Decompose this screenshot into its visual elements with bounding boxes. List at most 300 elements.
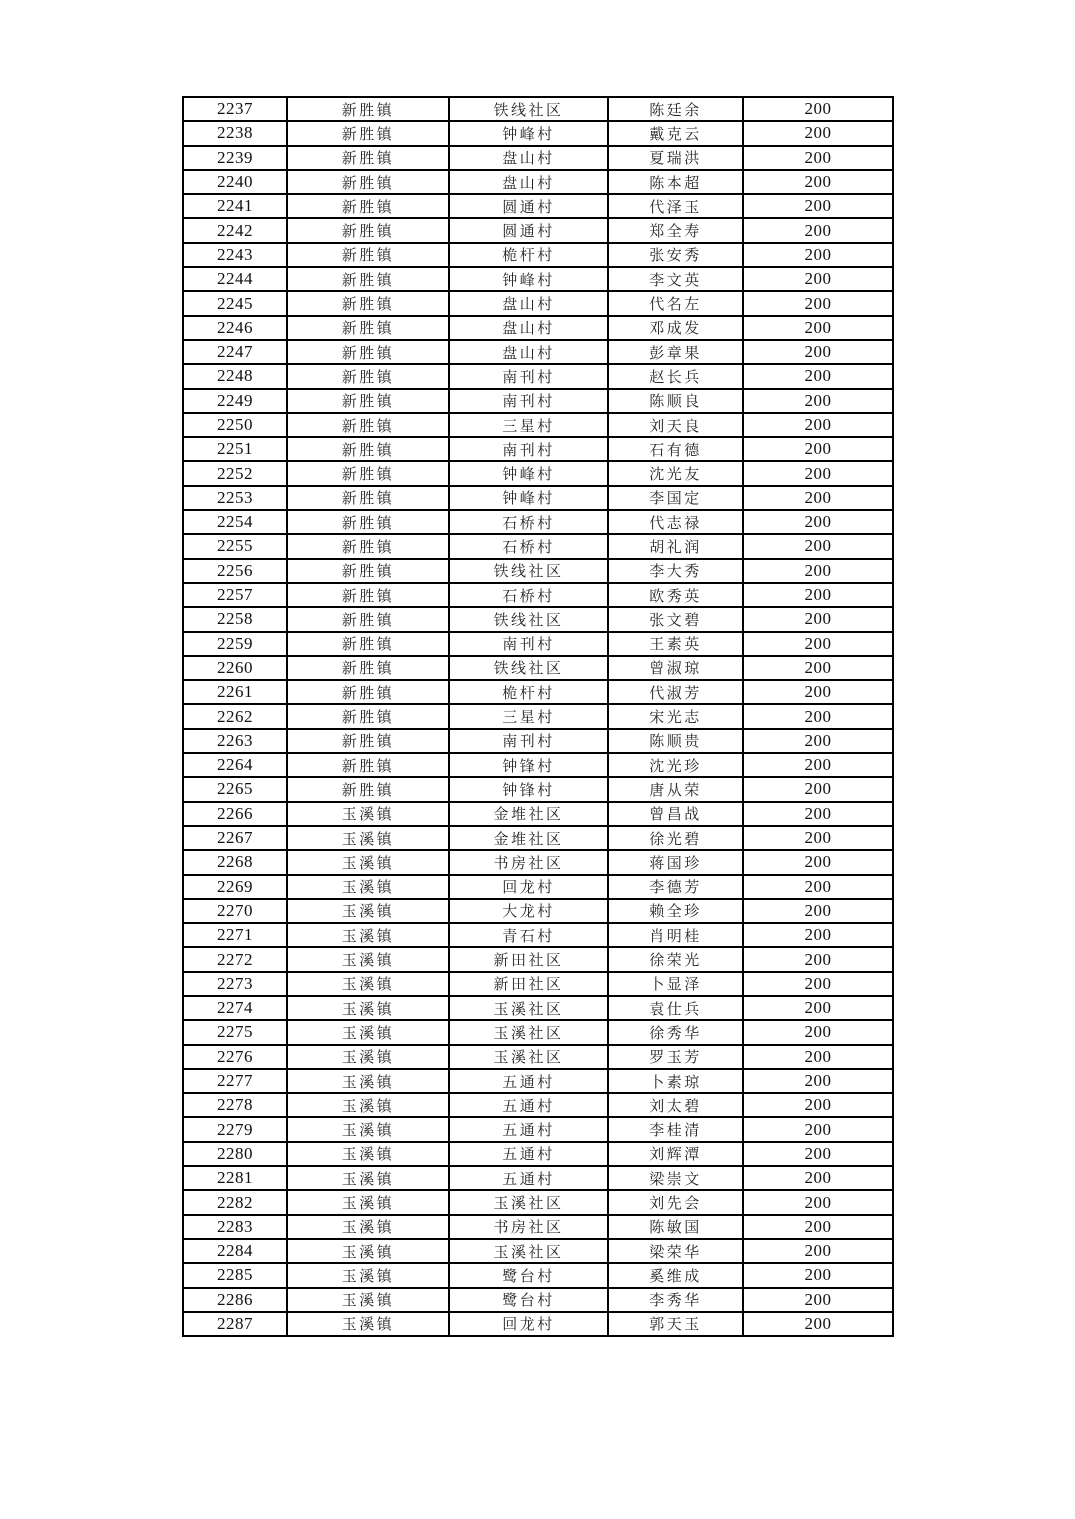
amount-cell: 200: [743, 1239, 893, 1263]
table-row: [183, 1239, 893, 1263]
town-cell: 新胜镇: [287, 729, 449, 753]
town-cell: 新胜镇: [287, 146, 449, 170]
person-name-cell: 陈顺贵: [608, 729, 743, 753]
person-name-cell: 徐光碧: [608, 826, 743, 850]
person-name-cell: 代泽玉: [608, 194, 743, 218]
person-name-cell: 李文英: [608, 267, 743, 291]
village-cell: 大龙村: [449, 899, 608, 923]
amount-cell: 200: [743, 753, 893, 777]
table-row: [183, 729, 893, 753]
serial-number-cell: 2247: [183, 340, 287, 364]
village-cell: 铁线社区: [449, 607, 608, 631]
person-name-cell: 夏瑞洪: [608, 146, 743, 170]
serial-number-cell: 2259: [183, 632, 287, 656]
person-name-cell: 沈光友: [608, 461, 743, 485]
town-cell: 玉溪镇: [287, 1166, 449, 1190]
serial-number-cell: 2274: [183, 996, 287, 1020]
town-cell: 玉溪镇: [287, 1263, 449, 1287]
person-name-cell: 罗玉芳: [608, 1045, 743, 1069]
table-row: [183, 1190, 893, 1214]
serial-number-cell: 2250: [183, 413, 287, 437]
amount-cell: 200: [743, 437, 893, 461]
person-name-cell: 张文碧: [608, 607, 743, 631]
serial-number-cell: 2246: [183, 316, 287, 340]
person-name-cell: 郭天玉: [608, 1312, 743, 1336]
village-cell: 新田社区: [449, 947, 608, 971]
amount-cell: 200: [743, 413, 893, 437]
serial-number-cell: 2252: [183, 461, 287, 485]
table-row: [183, 340, 893, 364]
serial-number-cell: 2273: [183, 972, 287, 996]
table-row: [183, 146, 893, 170]
table-row: [183, 364, 893, 388]
table-row: [183, 1215, 893, 1239]
person-name-cell: 胡礼润: [608, 534, 743, 558]
table-row: [183, 389, 893, 413]
town-cell: 玉溪镇: [287, 1190, 449, 1214]
person-name-cell: 王素英: [608, 632, 743, 656]
amount-cell: 200: [743, 291, 893, 315]
table-row: [183, 947, 893, 971]
town-cell: 玉溪镇: [287, 1045, 449, 1069]
village-cell: 钟锋村: [449, 777, 608, 801]
town-cell: 玉溪镇: [287, 1312, 449, 1336]
serial-number-cell: 2256: [183, 559, 287, 583]
table-row: [183, 559, 893, 583]
table-row: [183, 291, 893, 315]
serial-number-cell: 2254: [183, 510, 287, 534]
serial-number-cell: 2248: [183, 364, 287, 388]
amount-cell: 200: [743, 777, 893, 801]
person-name-cell: 代淑芳: [608, 680, 743, 704]
town-cell: 新胜镇: [287, 340, 449, 364]
serial-number-cell: 2277: [183, 1069, 287, 1093]
table-row: [183, 704, 893, 728]
town-cell: 新胜镇: [287, 704, 449, 728]
person-name-cell: 梁崇文: [608, 1166, 743, 1190]
person-name-cell: 曾昌战: [608, 802, 743, 826]
town-cell: 玉溪镇: [287, 972, 449, 996]
amount-cell: 200: [743, 729, 893, 753]
town-cell: 新胜镇: [287, 559, 449, 583]
village-cell: 圆通村: [449, 218, 608, 242]
person-name-cell: 赵长兵: [608, 364, 743, 388]
town-cell: 新胜镇: [287, 364, 449, 388]
table-row: [183, 243, 893, 267]
amount-cell: 200: [743, 850, 893, 874]
beneficiary-table: [182, 96, 894, 1337]
table-row: [183, 632, 893, 656]
person-name-cell: 沈光珍: [608, 753, 743, 777]
table-row: [183, 607, 893, 631]
table-row: [183, 1093, 893, 1117]
serial-number-cell: 2271: [183, 923, 287, 947]
amount-cell: 200: [743, 947, 893, 971]
village-cell: 盘山村: [449, 316, 608, 340]
amount-cell: 200: [743, 583, 893, 607]
serial-number-cell: 2265: [183, 777, 287, 801]
village-cell: 南刊村: [449, 632, 608, 656]
table-row: [183, 1263, 893, 1287]
person-name-cell: 陈敏国: [608, 1215, 743, 1239]
table-row: [183, 1020, 893, 1044]
serial-number-cell: 2255: [183, 534, 287, 558]
table-row: [183, 267, 893, 291]
town-cell: 新胜镇: [287, 777, 449, 801]
serial-number-cell: 2260: [183, 656, 287, 680]
serial-number-cell: 2257: [183, 583, 287, 607]
village-cell: 五通村: [449, 1093, 608, 1117]
village-cell: 书房社区: [449, 850, 608, 874]
village-cell: 金堆社区: [449, 802, 608, 826]
person-name-cell: 肖明桂: [608, 923, 743, 947]
amount-cell: 200: [743, 170, 893, 194]
serial-number-cell: 2269: [183, 875, 287, 899]
person-name-cell: 陈顺良: [608, 389, 743, 413]
serial-number-cell: 2280: [183, 1142, 287, 1166]
town-cell: 玉溪镇: [287, 802, 449, 826]
table-row: [183, 510, 893, 534]
amount-cell: 200: [743, 1069, 893, 1093]
serial-number-cell: 2242: [183, 218, 287, 242]
town-cell: 玉溪镇: [287, 1093, 449, 1117]
village-cell: 钟峰村: [449, 461, 608, 485]
person-name-cell: 张安秀: [608, 243, 743, 267]
table-row: [183, 1117, 893, 1141]
town-cell: 玉溪镇: [287, 1288, 449, 1312]
village-cell: 铁线社区: [449, 656, 608, 680]
serial-number-cell: 2244: [183, 267, 287, 291]
serial-number-cell: 2238: [183, 121, 287, 145]
table-row: [183, 437, 893, 461]
town-cell: 玉溪镇: [287, 996, 449, 1020]
person-name-cell: 刘先会: [608, 1190, 743, 1214]
person-name-cell: 李大秀: [608, 559, 743, 583]
town-cell: 新胜镇: [287, 316, 449, 340]
person-name-cell: 代志禄: [608, 510, 743, 534]
serial-number-cell: 2253: [183, 486, 287, 510]
town-cell: 新胜镇: [287, 510, 449, 534]
amount-cell: 200: [743, 1263, 893, 1287]
table-row: [183, 534, 893, 558]
serial-number-cell: 2278: [183, 1093, 287, 1117]
serial-number-cell: 2279: [183, 1117, 287, 1141]
village-cell: 五通村: [449, 1117, 608, 1141]
table-row: [183, 413, 893, 437]
person-name-cell: 陈廷余: [608, 97, 743, 121]
town-cell: 玉溪镇: [287, 923, 449, 947]
amount-cell: 200: [743, 510, 893, 534]
village-cell: 玉溪社区: [449, 996, 608, 1020]
table-row: [183, 170, 893, 194]
table-row: [183, 753, 893, 777]
village-cell: 铁线社区: [449, 97, 608, 121]
amount-cell: 200: [743, 1093, 893, 1117]
amount-cell: 200: [743, 461, 893, 485]
serial-number-cell: 2264: [183, 753, 287, 777]
table-row: [183, 194, 893, 218]
town-cell: 新胜镇: [287, 583, 449, 607]
amount-cell: 200: [743, 1117, 893, 1141]
table-row: [183, 121, 893, 145]
amount-cell: 200: [743, 316, 893, 340]
town-cell: 新胜镇: [287, 437, 449, 461]
village-cell: 五通村: [449, 1166, 608, 1190]
table-row: [183, 875, 893, 899]
village-cell: 回龙村: [449, 1312, 608, 1336]
person-name-cell: 奚维成: [608, 1263, 743, 1287]
table-row: [183, 1288, 893, 1312]
village-cell: 铁线社区: [449, 559, 608, 583]
serial-number-cell: 2287: [183, 1312, 287, 1336]
amount-cell: 200: [743, 340, 893, 364]
town-cell: 新胜镇: [287, 218, 449, 242]
serial-number-cell: 2286: [183, 1288, 287, 1312]
serial-number-cell: 2283: [183, 1215, 287, 1239]
person-name-cell: 袁仕兵: [608, 996, 743, 1020]
serial-number-cell: 2281: [183, 1166, 287, 1190]
table-row: [183, 1069, 893, 1093]
serial-number-cell: 2245: [183, 291, 287, 315]
town-cell: 新胜镇: [287, 534, 449, 558]
village-cell: 盘山村: [449, 291, 608, 315]
village-cell: 五通村: [449, 1069, 608, 1093]
serial-number-cell: 2268: [183, 850, 287, 874]
amount-cell: 200: [743, 267, 893, 291]
village-cell: 盘山村: [449, 340, 608, 364]
person-name-cell: 李桂清: [608, 1117, 743, 1141]
village-cell: 鹭台村: [449, 1288, 608, 1312]
village-cell: 回龙村: [449, 875, 608, 899]
village-cell: 钟锋村: [449, 753, 608, 777]
person-name-cell: 邓成发: [608, 316, 743, 340]
table-row: [183, 461, 893, 485]
table-row: [183, 826, 893, 850]
table-row: [183, 1142, 893, 1166]
village-cell: 玉溪社区: [449, 1190, 608, 1214]
serial-number-cell: 2262: [183, 704, 287, 728]
amount-cell: 200: [743, 486, 893, 510]
village-cell: 新田社区: [449, 972, 608, 996]
amount-cell: 200: [743, 899, 893, 923]
serial-number-cell: 2266: [183, 802, 287, 826]
table-body: [183, 97, 893, 1336]
village-cell: 三星村: [449, 704, 608, 728]
town-cell: 玉溪镇: [287, 875, 449, 899]
serial-number-cell: 2241: [183, 194, 287, 218]
town-cell: 新胜镇: [287, 607, 449, 631]
amount-cell: 200: [743, 364, 893, 388]
person-name-cell: 梁荣华: [608, 1239, 743, 1263]
amount-cell: 200: [743, 1142, 893, 1166]
table-row: [183, 97, 893, 121]
person-name-cell: 刘太碧: [608, 1093, 743, 1117]
amount-cell: 200: [743, 1215, 893, 1239]
person-name-cell: 郑全寿: [608, 218, 743, 242]
table-row: [183, 802, 893, 826]
amount-cell: 200: [743, 704, 893, 728]
village-cell: 玉溪社区: [449, 1020, 608, 1044]
village-cell: 石桥村: [449, 583, 608, 607]
person-name-cell: 卜素琼: [608, 1069, 743, 1093]
town-cell: 玉溪镇: [287, 1215, 449, 1239]
village-cell: 南刊村: [449, 729, 608, 753]
village-cell: 石桥村: [449, 534, 608, 558]
table-row: [183, 850, 893, 874]
town-cell: 新胜镇: [287, 243, 449, 267]
table-row: [183, 486, 893, 510]
amount-cell: 200: [743, 802, 893, 826]
person-name-cell: 赖全珍: [608, 899, 743, 923]
amount-cell: 200: [743, 607, 893, 631]
person-name-cell: 彭章果: [608, 340, 743, 364]
village-cell: 桅杆村: [449, 680, 608, 704]
amount-cell: 200: [743, 146, 893, 170]
person-name-cell: 蒋国珍: [608, 850, 743, 874]
person-name-cell: 李德芳: [608, 875, 743, 899]
amount-cell: 200: [743, 1190, 893, 1214]
village-cell: 鹭台村: [449, 1263, 608, 1287]
amount-cell: 200: [743, 1020, 893, 1044]
village-cell: 玉溪社区: [449, 1045, 608, 1069]
person-name-cell: 徐秀华: [608, 1020, 743, 1044]
village-cell: 桅杆村: [449, 243, 608, 267]
town-cell: 新胜镇: [287, 389, 449, 413]
amount-cell: 200: [743, 923, 893, 947]
person-name-cell: 唐从荣: [608, 777, 743, 801]
village-cell: 盘山村: [449, 170, 608, 194]
town-cell: 新胜镇: [287, 753, 449, 777]
table-row: [183, 1045, 893, 1069]
table-row: [183, 777, 893, 801]
serial-number-cell: 2284: [183, 1239, 287, 1263]
amount-cell: 200: [743, 194, 893, 218]
village-cell: 金堆社区: [449, 826, 608, 850]
village-cell: 书房社区: [449, 1215, 608, 1239]
amount-cell: 200: [743, 1288, 893, 1312]
town-cell: 新胜镇: [287, 267, 449, 291]
serial-number-cell: 2272: [183, 947, 287, 971]
town-cell: 玉溪镇: [287, 1239, 449, 1263]
serial-number-cell: 2249: [183, 389, 287, 413]
amount-cell: 200: [743, 389, 893, 413]
serial-number-cell: 2282: [183, 1190, 287, 1214]
serial-number-cell: 2251: [183, 437, 287, 461]
amount-cell: 200: [743, 121, 893, 145]
serial-number-cell: 2240: [183, 170, 287, 194]
village-cell: 南刊村: [449, 364, 608, 388]
amount-cell: 200: [743, 559, 893, 583]
amount-cell: 200: [743, 680, 893, 704]
town-cell: 玉溪镇: [287, 850, 449, 874]
person-name-cell: 陈本超: [608, 170, 743, 194]
person-name-cell: 宋光志: [608, 704, 743, 728]
amount-cell: 200: [743, 875, 893, 899]
amount-cell: 200: [743, 996, 893, 1020]
village-cell: 圆通村: [449, 194, 608, 218]
person-name-cell: 徐荣光: [608, 947, 743, 971]
person-name-cell: 李秀华: [608, 1288, 743, 1312]
amount-cell: 200: [743, 1312, 893, 1336]
village-cell: 南刊村: [449, 389, 608, 413]
amount-cell: 200: [743, 656, 893, 680]
amount-cell: 200: [743, 972, 893, 996]
person-name-cell: 李国定: [608, 486, 743, 510]
town-cell: 新胜镇: [287, 194, 449, 218]
person-name-cell: 欧秀英: [608, 583, 743, 607]
table-row: [183, 583, 893, 607]
person-name-cell: 刘辉潭: [608, 1142, 743, 1166]
town-cell: 新胜镇: [287, 461, 449, 485]
village-cell: 盘山村: [449, 146, 608, 170]
town-cell: 新胜镇: [287, 413, 449, 437]
table-row: [183, 899, 893, 923]
town-cell: 玉溪镇: [287, 1142, 449, 1166]
serial-number-cell: 2275: [183, 1020, 287, 1044]
town-cell: 新胜镇: [287, 656, 449, 680]
table-row: [183, 656, 893, 680]
village-cell: 青石村: [449, 923, 608, 947]
table-row: [183, 218, 893, 242]
serial-number-cell: 2267: [183, 826, 287, 850]
serial-number-cell: 2243: [183, 243, 287, 267]
serial-number-cell: 2261: [183, 680, 287, 704]
amount-cell: 200: [743, 1166, 893, 1190]
table-row: [183, 996, 893, 1020]
town-cell: 玉溪镇: [287, 947, 449, 971]
village-cell: 玉溪社区: [449, 1239, 608, 1263]
village-cell: 五通村: [449, 1142, 608, 1166]
town-cell: 新胜镇: [287, 632, 449, 656]
serial-number-cell: 2285: [183, 1263, 287, 1287]
serial-number-cell: 2239: [183, 146, 287, 170]
town-cell: 玉溪镇: [287, 1117, 449, 1141]
town-cell: 新胜镇: [287, 121, 449, 145]
town-cell: 新胜镇: [287, 486, 449, 510]
serial-number-cell: 2270: [183, 899, 287, 923]
table-row: [183, 1166, 893, 1190]
village-cell: 石桥村: [449, 510, 608, 534]
village-cell: 南刊村: [449, 437, 608, 461]
amount-cell: 200: [743, 534, 893, 558]
town-cell: 新胜镇: [287, 97, 449, 121]
town-cell: 玉溪镇: [287, 826, 449, 850]
village-cell: 三星村: [449, 413, 608, 437]
serial-number-cell: 2258: [183, 607, 287, 631]
serial-number-cell: 2276: [183, 1045, 287, 1069]
person-name-cell: 曾淑琼: [608, 656, 743, 680]
table-row: [183, 923, 893, 947]
serial-number-cell: 2263: [183, 729, 287, 753]
person-name-cell: 戴克云: [608, 121, 743, 145]
town-cell: 新胜镇: [287, 170, 449, 194]
village-cell: 钟峰村: [449, 121, 608, 145]
amount-cell: 200: [743, 826, 893, 850]
table-row: [183, 972, 893, 996]
table-row: [183, 1312, 893, 1336]
serial-number-cell: 2237: [183, 97, 287, 121]
amount-cell: 200: [743, 97, 893, 121]
amount-cell: 200: [743, 1045, 893, 1069]
town-cell: 新胜镇: [287, 680, 449, 704]
person-name-cell: 石有德: [608, 437, 743, 461]
town-cell: 玉溪镇: [287, 899, 449, 923]
amount-cell: 200: [743, 632, 893, 656]
town-cell: 新胜镇: [287, 291, 449, 315]
town-cell: 玉溪镇: [287, 1069, 449, 1093]
town-cell: 玉溪镇: [287, 1020, 449, 1044]
amount-cell: 200: [743, 243, 893, 267]
